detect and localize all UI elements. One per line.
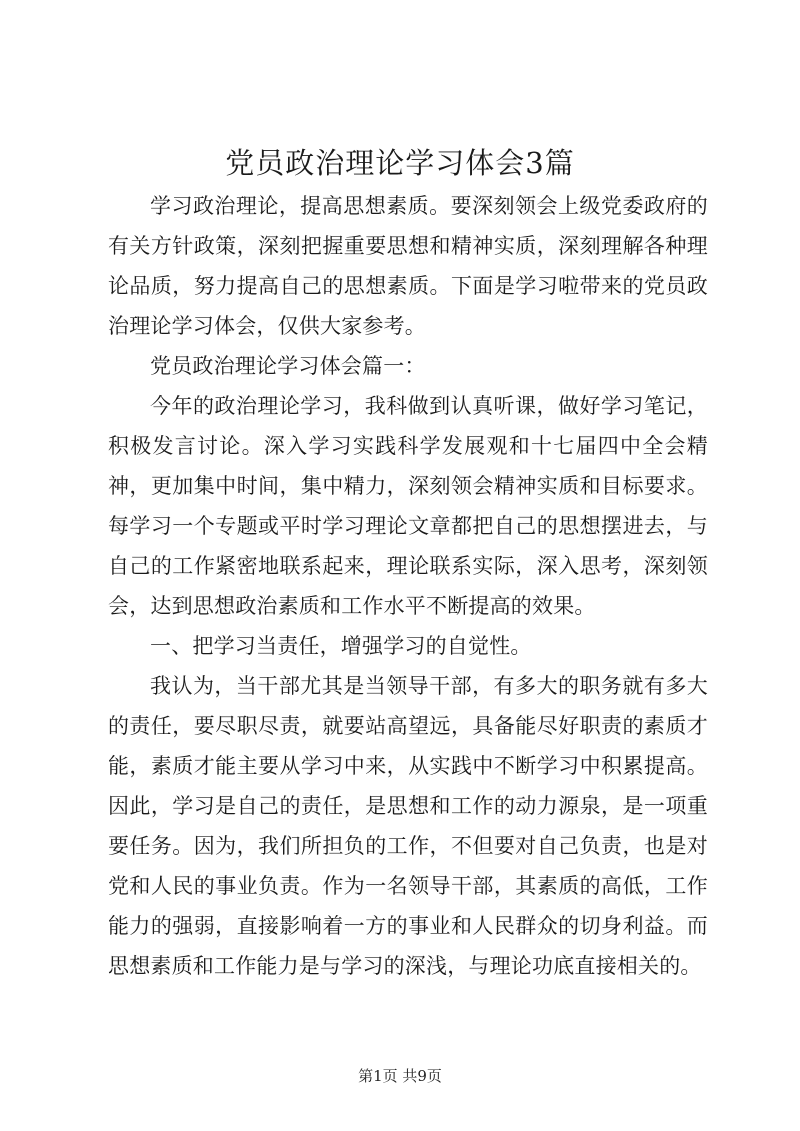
paragraph-responsibility: 我认为，当干部尤其是当领导干部，有多大的职务就有多大的责任，要尽职尽责，就要站高望远，具备能尽好职责的素质才能，素质才能主要从学习中来，从实践中不断学习中积累提高。因此，学习是自己的责任，是思想和工作的动力源泉，是一项重要任务。因为，我们所担负的工作，不但要对自己负责，也是对党和人民的事业负责。作为一名领导干部，其素质的高低，工作能力的强弱，直接影响着一方的事业和人民群众的切身利益。而思想素质和工作能力是与学习的深浅，与理论功底直接相关的。: [108, 674, 708, 978]
paragraph-study-summary: 今年的政治理论学习，我科做到认真听课，做好学习笔记，积极发言讨论。深入学习实践科学发展观和十七届四中全会精神，更加集中时间，集中精力，深刻领会精神实质和目标要求。每学习一个专题或平时学习理论文章都把自己的思想摆进去，与自己的工作紧密地联系起来，理论联系实际，深入思考，深刻领会，达到思想政治素质和工作水平不断提高的效果。: [108, 394, 708, 618]
paragraph-section-heading: 党员政治理论学习体会篇一：: [150, 354, 426, 378]
document-body: [108, 186, 708, 986]
page-number-footer: 第1页 共9页: [358, 1067, 442, 1085]
paragraph-point-one-heading: 一、把学习当责任，增强学习的自觉性。: [150, 634, 532, 658]
document-title: 党员政治理论学习体会3篇: [225, 146, 575, 180]
paragraph-intro: 学习政治理论，提高思想素质。要深刻领会上级党委政府的有关方针政策，深刻把握重要思想和精神实质，深刻理解各种理论品质，努力提高自己的思想素质。下面是学习啦带来的党员政治理论学习体会，仅供大家参考。: [108, 194, 708, 338]
